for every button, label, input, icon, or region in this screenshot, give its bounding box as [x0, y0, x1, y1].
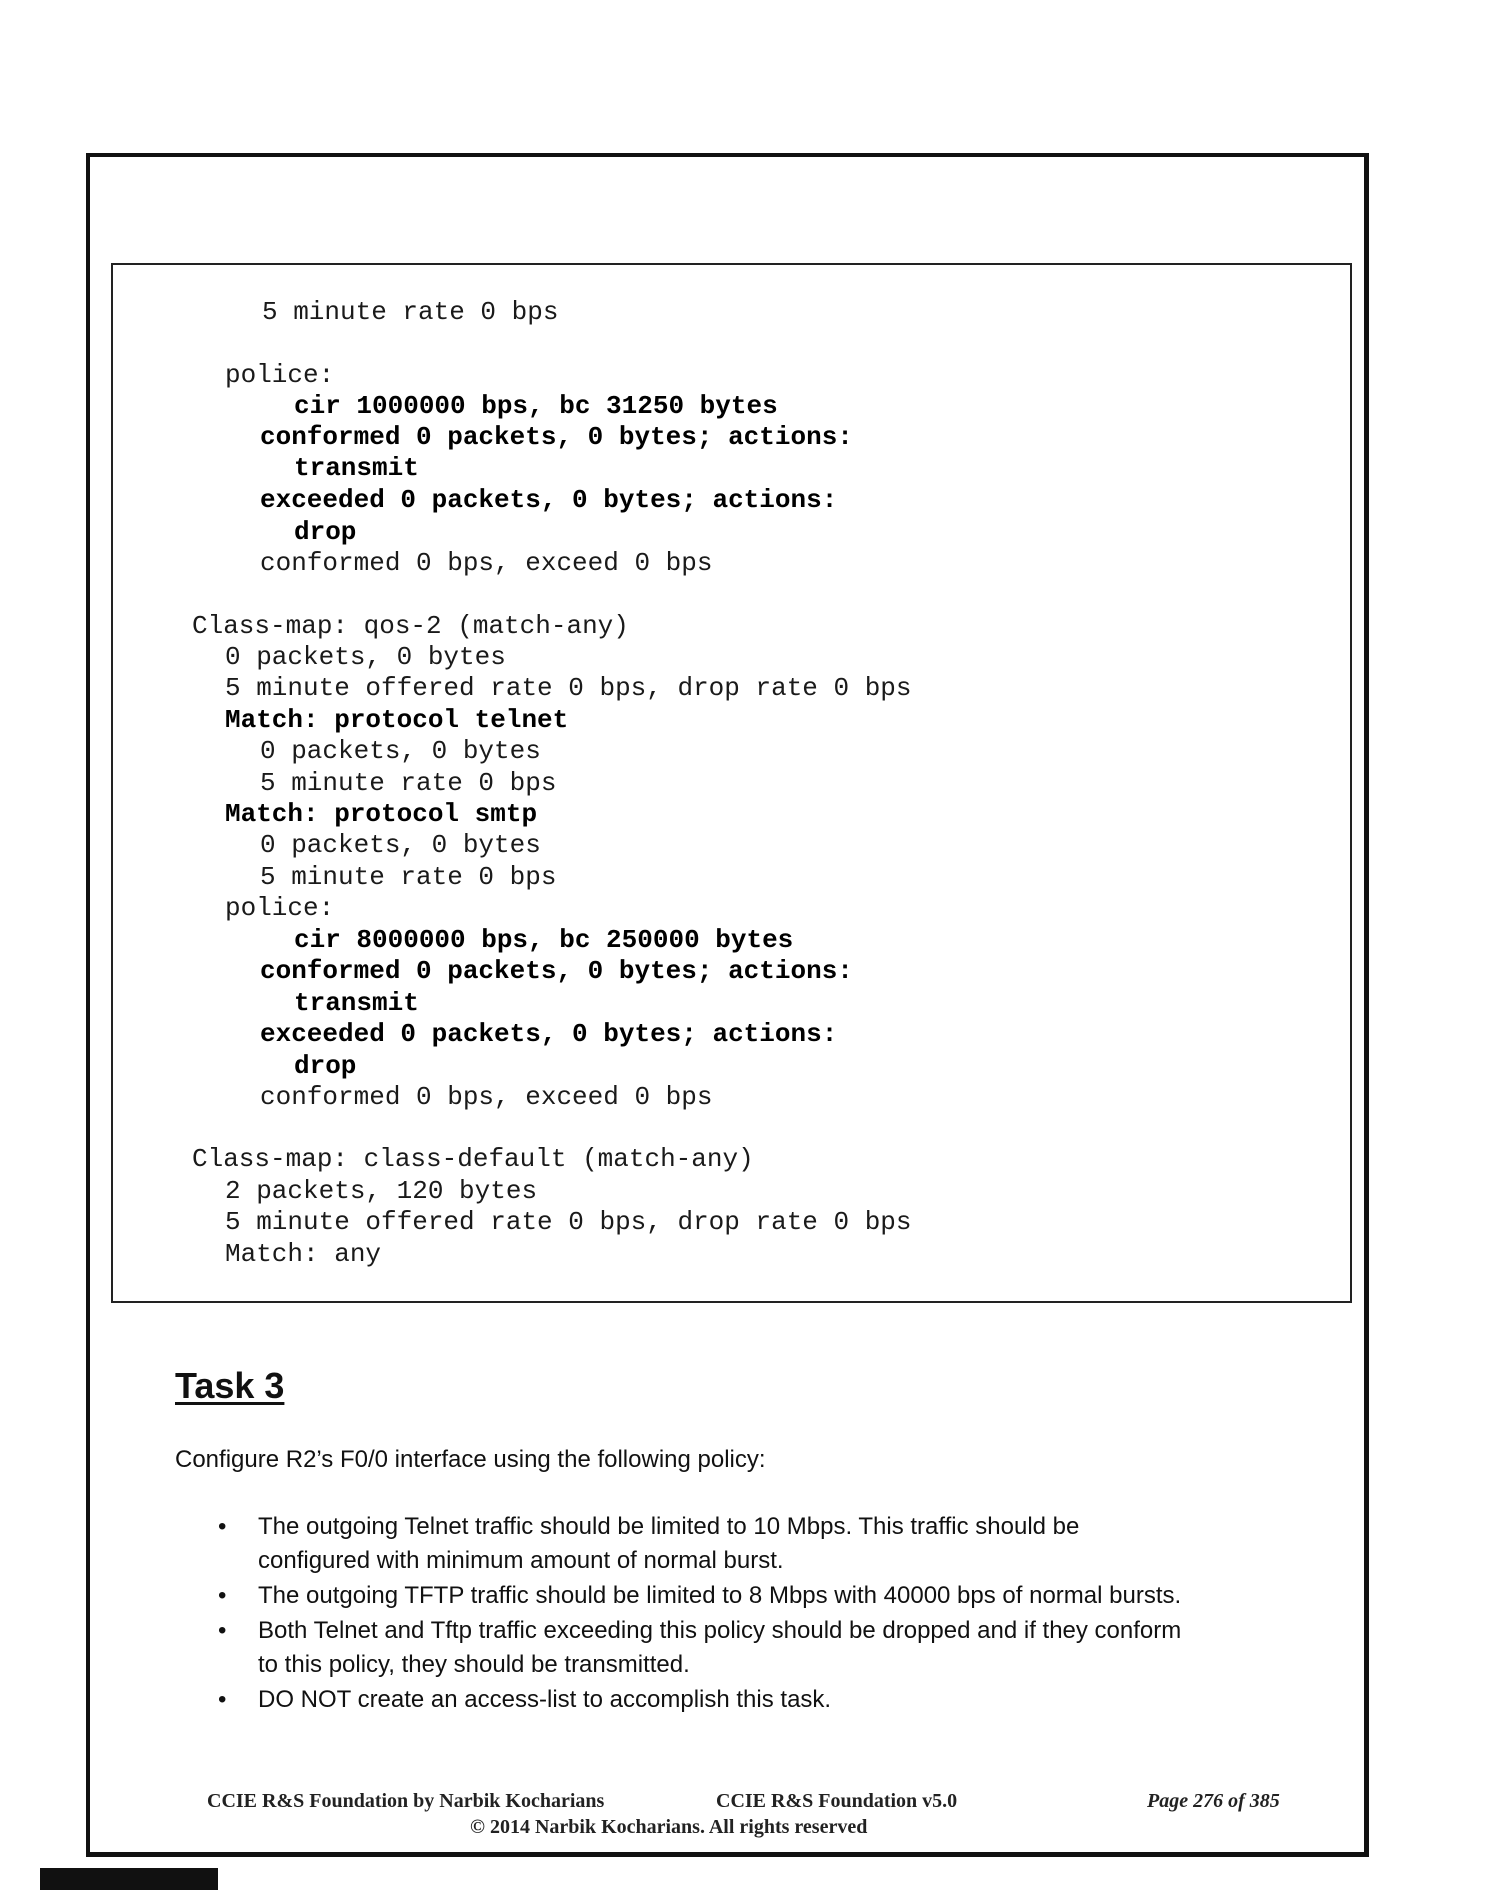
- cli-line: 5 minute rate 0 bps: [260, 862, 557, 892]
- cli-line: 0 packets, 0 bytes: [260, 830, 541, 860]
- cli-line: conformed 0 packets, 0 bytes; actions:: [260, 956, 853, 986]
- footer-book-title: CCIE R&S Foundation by Narbik Kocharians: [207, 1790, 605, 1812]
- requirement-text: DO NOT create an access-list to accomplish this task.: [258, 1686, 832, 1713]
- task-requirements: [175, 1510, 1185, 1718]
- cli-line: police:: [225, 360, 335, 390]
- cli-line: transmit: [294, 453, 419, 483]
- cli-line: cir 1000000 bps, bc 31250 bytes: [294, 391, 778, 421]
- cli-line: 5 minute rate 0 bps: [260, 768, 557, 798]
- task-heading: Task 3: [175, 1365, 285, 1406]
- bullet-icon: •: [218, 1617, 227, 1644]
- cli-line: Match: protocol telnet: [225, 705, 569, 735]
- cli-line: drop: [294, 517, 357, 547]
- requirement-text: The outgoing TFTP traffic should be limited to 8 Mbps with 40000 bps of normal bursts.: [258, 1582, 1182, 1609]
- cli-line: 5 minute offered rate 0 bps, drop rate 0 bps: [225, 1207, 912, 1237]
- bullet-icon: •: [218, 1686, 227, 1713]
- cli-line: exceeded 0 packets, 0 bytes; actions:: [260, 1019, 838, 1049]
- cli-line: 2 packets, 120 bytes: [225, 1176, 538, 1206]
- cli-line: 5 minute offered rate 0 bps, drop rate 0 bps: [225, 673, 912, 703]
- cli-line: Class-map: qos-2 (match-any): [192, 611, 629, 641]
- cli-line: 0 packets, 0 bytes: [260, 736, 541, 766]
- footer-edition: CCIE R&S Foundation v5.0: [716, 1790, 958, 1812]
- requirement-text: The outgoing Telnet traffic should be limited to 10 Mbps. This traffic should be configured with minimum amount of normal burst.: [258, 1513, 1080, 1574]
- cli-line: Match: protocol smtp: [225, 799, 538, 829]
- cli-line: drop: [294, 1051, 357, 1081]
- cli-line: conformed 0 bps, exceed 0 bps: [260, 548, 713, 578]
- requirement-item: [175, 1614, 1185, 1682]
- bullet-icon: •: [218, 1513, 227, 1540]
- cli-line: conformed 0 bps, exceed 0 bps: [260, 1082, 713, 1112]
- requirement-item: [175, 1579, 1185, 1613]
- cli-line: 0 packets, 0 bytes: [225, 642, 506, 672]
- cli-line: conformed 0 packets, 0 bytes; actions:: [260, 422, 853, 452]
- footer-page-number: Page 276 of 385: [1147, 1790, 1280, 1812]
- bullet-icon: •: [218, 1582, 227, 1609]
- scan-corner-mark: [40, 1868, 218, 1890]
- requirement-text: Both Telnet and Tftp traffic exceeding this policy should be dropped and if they conform to this policy, they should be transmitted.: [258, 1617, 1182, 1678]
- footer-copyright: © 2014 Narbik Kocharians. All rights reserved: [470, 1816, 868, 1838]
- cli-line: police:: [225, 893, 335, 923]
- cli-line: Class-map: class-default (match-any): [192, 1144, 754, 1174]
- cli-line: transmit: [294, 988, 419, 1018]
- requirement-item: [175, 1510, 1185, 1578]
- cli-line: Match: any: [225, 1239, 382, 1269]
- task-intro: Configure R2’s F0/0 interface using the following policy:: [175, 1446, 766, 1473]
- cli-line: 5 minute rate 0 bps: [262, 297, 559, 327]
- cli-line: cir 8000000 bps, bc 250000 bytes: [294, 925, 794, 955]
- requirement-item: [175, 1683, 1185, 1717]
- cli-line: exceeded 0 packets, 0 bytes; actions:: [260, 485, 838, 515]
